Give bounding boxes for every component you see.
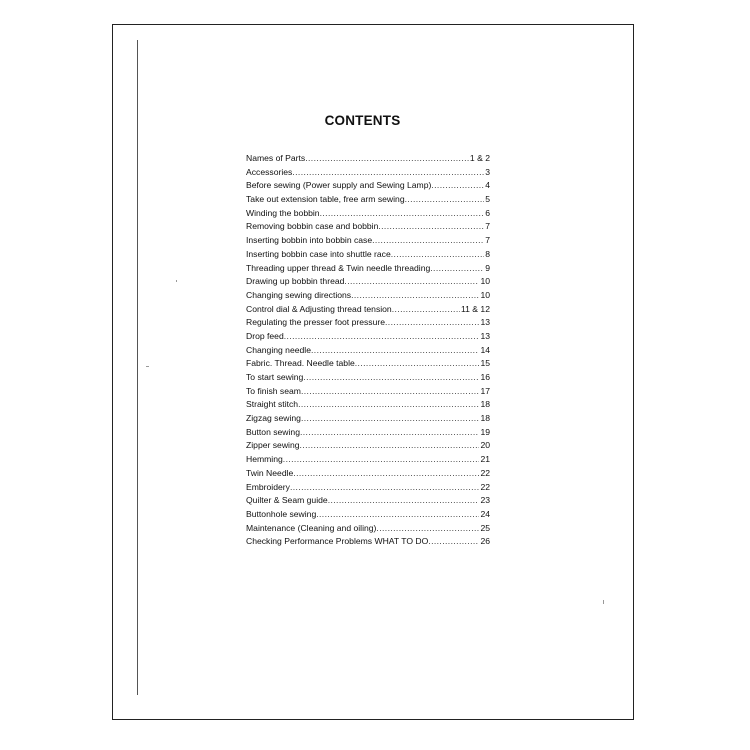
toc-entry-page: 16	[480, 372, 490, 382]
toc-entry-label: Drawing up bobbin thread	[246, 276, 345, 287]
toc-entry-page: 10	[480, 276, 490, 287]
toc-entry-page: 18	[480, 399, 490, 410]
toc-entry-label: Zipper sewing	[246, 440, 300, 451]
toc-leader-dots	[316, 508, 479, 522]
toc-entry	[246, 426, 490, 440]
toc-leader-dots	[292, 166, 484, 180]
toc-entry-page: 11 & 12	[461, 303, 490, 314]
toc-entry-page: 20	[480, 440, 490, 451]
toc-entry-page: 8	[485, 248, 490, 259]
toc-entry-label: Take out extension table, free arm sewing	[246, 194, 405, 205]
toc-leader-dots	[344, 275, 479, 289]
toc-leader-dots	[303, 371, 479, 385]
toc-entry-label: Winding the bobbin	[246, 207, 320, 218]
toc-entry	[246, 330, 490, 344]
toc-entry	[246, 398, 490, 412]
toc-leader-dots	[301, 412, 480, 426]
toc-entry	[246, 248, 490, 262]
toc-entry	[246, 371, 490, 385]
toc-entry	[246, 234, 490, 248]
toc-entry	[246, 494, 490, 508]
toc-leader-dots	[311, 344, 479, 358]
toc-entry-page: 25	[480, 522, 490, 533]
toc-entry-label: Embroidery	[246, 481, 290, 492]
toc-entry-label: Hemming	[246, 454, 283, 465]
toc-entry	[246, 275, 490, 289]
toc-entry-label: Fabric. Thread. Needle table	[246, 358, 355, 369]
toc-entry-page: 6	[485, 207, 490, 218]
toc-entry	[246, 303, 490, 317]
scan-speck	[176, 280, 177, 282]
toc-leader-dots	[430, 262, 484, 276]
toc-leader-dots	[300, 439, 480, 453]
toc-entry	[246, 481, 490, 495]
toc-entry	[246, 357, 490, 371]
toc-entry-page: 13	[480, 330, 490, 341]
toc-entry-page: 26	[480, 536, 490, 547]
toc-leader-dots	[391, 248, 484, 262]
toc-entry	[246, 535, 490, 549]
toc-entry-label: Changing needle	[246, 344, 311, 355]
toc-entry	[246, 522, 490, 536]
toc-leader-dots	[392, 303, 460, 317]
toc-entry-page: 19	[480, 426, 490, 437]
toc-entry-label: Button sewing	[246, 426, 300, 437]
toc-entry	[246, 439, 490, 453]
toc-entry-page: 10	[480, 289, 490, 300]
toc-leader-dots	[328, 494, 480, 508]
toc-entry-label: Threading upper thread & Twin needle threading	[246, 262, 431, 273]
toc-entry	[246, 453, 490, 467]
toc-entry-page: 7	[485, 235, 490, 246]
toc-entry-page: 14	[480, 344, 490, 355]
toc-leader-dots	[300, 426, 479, 440]
page-title: CONTENTS	[324, 113, 401, 128]
toc-leader-dots	[431, 179, 484, 193]
toc-leader-dots	[301, 385, 480, 399]
toc-entry-label: Control dial & Adjusting thread tension	[246, 303, 392, 314]
toc-entry-label: Inserting bobbin case into shuttle race	[246, 248, 391, 259]
toc-entry-label: Drop feed	[246, 330, 284, 341]
toc-leader-dots	[372, 234, 484, 248]
toc-entry-page: 9	[485, 262, 490, 273]
toc-entry	[246, 220, 490, 234]
toc-entry-page: 13	[480, 317, 490, 328]
toc-entry-page: 4	[485, 180, 490, 191]
toc-entry-page: 17	[480, 385, 490, 396]
toc-entry-page: 22	[480, 467, 490, 478]
toc-entry-label: Checking Performance Problems WHAT TO DO	[246, 536, 429, 547]
toc-leader-dots	[378, 220, 484, 234]
toc-entry-page: 24	[480, 508, 490, 519]
scan-speck	[146, 366, 149, 367]
toc-entry-label: Accessories	[246, 166, 293, 177]
toc-leader-dots	[298, 398, 479, 412]
toc-entry	[246, 262, 490, 276]
toc-entry	[246, 207, 490, 221]
toc-entry	[246, 166, 490, 180]
toc-entry-label: Changing sewing directions	[246, 289, 352, 300]
scan-speck	[603, 600, 604, 604]
toc-entry	[246, 316, 490, 330]
toc-entry	[246, 289, 490, 303]
toc-entry-label: Removing bobbin case and bobbin	[246, 221, 379, 232]
toc-entry-label: Inserting bobbin into bobbin case	[246, 235, 373, 246]
binding-line	[137, 40, 138, 695]
toc-entry-label: Buttonhole sewing	[246, 508, 317, 519]
toc-leader-dots	[284, 330, 480, 344]
toc-leader-dots	[290, 481, 479, 495]
toc-entry-page: 18	[480, 413, 490, 424]
toc-leader-dots	[351, 289, 479, 303]
toc-entry-label: Names of Parts	[246, 153, 306, 163]
toc-leader-dots	[385, 316, 479, 330]
toc-leader-dots	[355, 357, 480, 371]
toc-entry-page: 3	[485, 166, 490, 177]
toc-entry-label: Before sewing (Power supply and Sewing Lamp)	[246, 180, 432, 191]
toc-leader-dots	[405, 193, 485, 207]
toc-entry	[246, 385, 490, 399]
toc-entry-page: 7	[485, 221, 490, 232]
toc-entry-label: Quilter & Seam guide	[246, 495, 328, 506]
toc-entry-page: 15	[480, 358, 490, 369]
toc-leader-dots	[428, 535, 479, 549]
toc-leader-dots	[305, 152, 469, 166]
toc-entry	[246, 179, 490, 193]
toc-leader-dots	[283, 453, 480, 467]
toc-entry-page: 23	[480, 495, 490, 506]
toc-leader-dots	[376, 522, 479, 536]
toc-entry	[246, 344, 490, 358]
toc-entry-label: Regulating the presser foot pressure	[246, 317, 386, 328]
toc-entry-label: Maintenance (Cleaning and oiling)	[246, 522, 377, 533]
toc-entry-label: Straight stitch	[246, 399, 299, 410]
toc-entry	[246, 508, 490, 522]
toc-entry	[246, 193, 490, 207]
toc-leader-dots	[320, 207, 485, 221]
toc-leader-dots	[293, 467, 479, 481]
toc-entry-page: 1 & 2	[469, 153, 490, 163]
table-of-contents	[246, 152, 490, 549]
toc-entry-label: Twin Needle	[246, 467, 294, 478]
toc-entry	[246, 412, 490, 426]
toc-entry	[246, 467, 490, 481]
toc-entry-page: 5	[485, 194, 490, 205]
toc-entry-label: Zigzag sewing	[246, 413, 301, 424]
toc-entry-page: 22	[480, 481, 490, 492]
toc-entry	[246, 152, 490, 166]
toc-entry-label: To finish seam	[246, 385, 301, 396]
toc-entry-page: 21	[480, 454, 490, 465]
toc-entry-label: To start sewing	[246, 372, 304, 382]
